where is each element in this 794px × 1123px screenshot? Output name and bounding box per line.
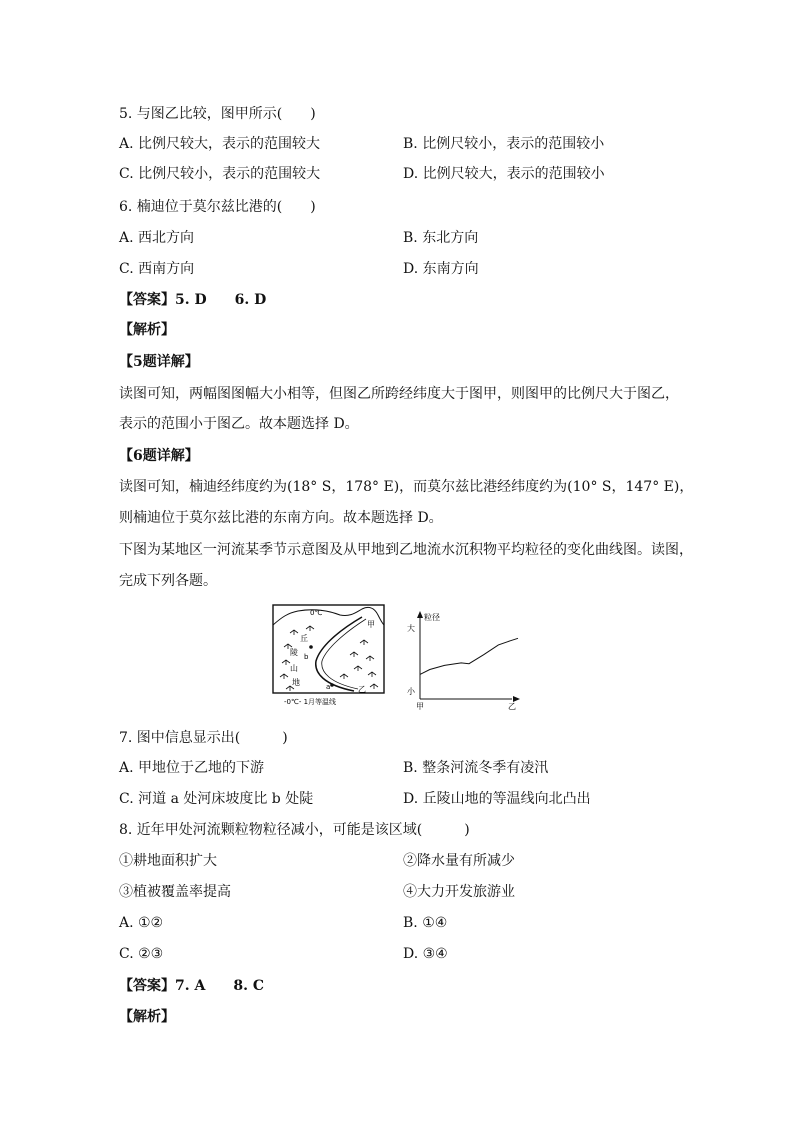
q5-option-b: B. 比例尺较小，表示的范围较小 — [403, 136, 605, 152]
detail5-text-2: 表示的范围小于图乙。故本题选择 D。 — [119, 416, 359, 432]
isotherm-legend: -0℃- 1月等温线 — [284, 698, 337, 706]
y-axis-label: 粒径 — [424, 613, 440, 622]
point-a-marker — [330, 683, 334, 687]
q8-option-b: B. ①④ — [403, 915, 448, 931]
region-char-1: 丘 — [300, 634, 308, 643]
detail6-text-1: 读图可知，楠迪经纬度约为(18° S，178° E)，而莫尔兹比港经纬度约为(10° S，147° E)， — [119, 479, 694, 495]
q8-choice-3: ③植被覆盖率提高 — [119, 884, 231, 900]
detail6-text-2: 则楠迪位于莫尔兹比港的东南方向。故本题选择 D。 — [119, 510, 443, 526]
q6-option-d: D. 东南方向 — [403, 261, 479, 277]
y-low-label: 小 — [407, 687, 415, 696]
point-jia-label: 甲 — [367, 620, 375, 629]
detail6-title: 【6题详解】 — [119, 448, 199, 464]
q5-option-d: D. 比例尺较大，表示的范围较小 — [403, 166, 605, 182]
answer-5-6: 【答案】5. D 6. D — [119, 292, 267, 308]
q7-option-b: B. 整条河流冬季有凌汛 — [403, 760, 549, 776]
y-high-label: 大 — [407, 624, 415, 633]
grain-size-chart — [400, 603, 528, 711]
detail5-text-1: 读图可知，两幅图图幅大小相等，但图乙所跨经纬度大于图甲，则图甲的比例尺大于图乙， — [119, 386, 679, 402]
intro-text-1: 下图为某地区一河流某季节示意图及从甲地到乙地流水沉积物平均粒径的变化曲线图。读图， — [119, 542, 693, 558]
region-char-3: 山 — [290, 664, 298, 673]
q8-option-d: D. ③④ — [403, 946, 448, 962]
q8-option-c: C. ②③ — [119, 946, 164, 962]
x-end-label: 乙 — [508, 702, 516, 711]
point-yi-label: 乙 — [358, 685, 366, 694]
analysis-heading-2: 【解析】 — [119, 1009, 175, 1025]
q7-option-a: A. 甲地位于乙地的下游 — [119, 760, 265, 776]
q8-choice-1: ①耕地面积扩大 — [119, 853, 217, 869]
detail5-title: 【5题详解】 — [119, 354, 199, 370]
point-b-marker — [309, 645, 313, 649]
y-axis-arrow — [417, 611, 423, 618]
intro-text-2: 完成下列各题。 — [119, 573, 217, 589]
q7-stem: 7. 图中信息显示出( ) — [119, 730, 288, 746]
answer-7-8: 【答案】7. A 8. C — [119, 978, 264, 994]
q6-option-b: B. 东北方向 — [403, 230, 479, 246]
q6-option-a: A. 西北方向 — [119, 230, 195, 246]
region-char-4: 地 — [292, 678, 300, 687]
q5-option-a: A. 比例尺较大，表示的范围较大 — [119, 136, 321, 152]
q8-choice-2: ②降水量有所减少 — [403, 853, 515, 869]
q8-stem: 8. 近年甲处河流颗粒物粒径减小，可能是该区域( ) — [119, 822, 470, 838]
point-b-label: b — [304, 653, 309, 661]
isotherm-label-top: 0℃ — [310, 609, 323, 617]
q8-option-a: A. ①② — [119, 915, 164, 931]
q6-stem: 6. 楠迪位于莫尔兹比港的( ) — [119, 199, 316, 215]
q8-choice-4: ④大力开发旅游业 — [403, 884, 515, 900]
q7-option-c: C. 河道 a 处河床坡度比 b 处陡 — [119, 791, 314, 807]
q6-option-c: C. 西南方向 — [119, 261, 195, 277]
x-start-label: 甲 — [416, 702, 424, 711]
region-char-2: 陵 — [290, 648, 298, 657]
q7-option-d: D. 丘陵山地的等温线向北凸出 — [403, 791, 591, 807]
grain-size-curve — [420, 638, 518, 674]
q5-option-c: C. 比例尺较小，表示的范围较大 — [119, 166, 321, 182]
q5-stem: 5. 与图乙比较，图甲所示( ) — [119, 106, 316, 122]
river-line — [316, 617, 362, 691]
analysis-heading-1: 【解析】 — [119, 322, 175, 338]
point-a-label: a — [326, 683, 331, 691]
river-map-figure — [270, 603, 388, 711]
